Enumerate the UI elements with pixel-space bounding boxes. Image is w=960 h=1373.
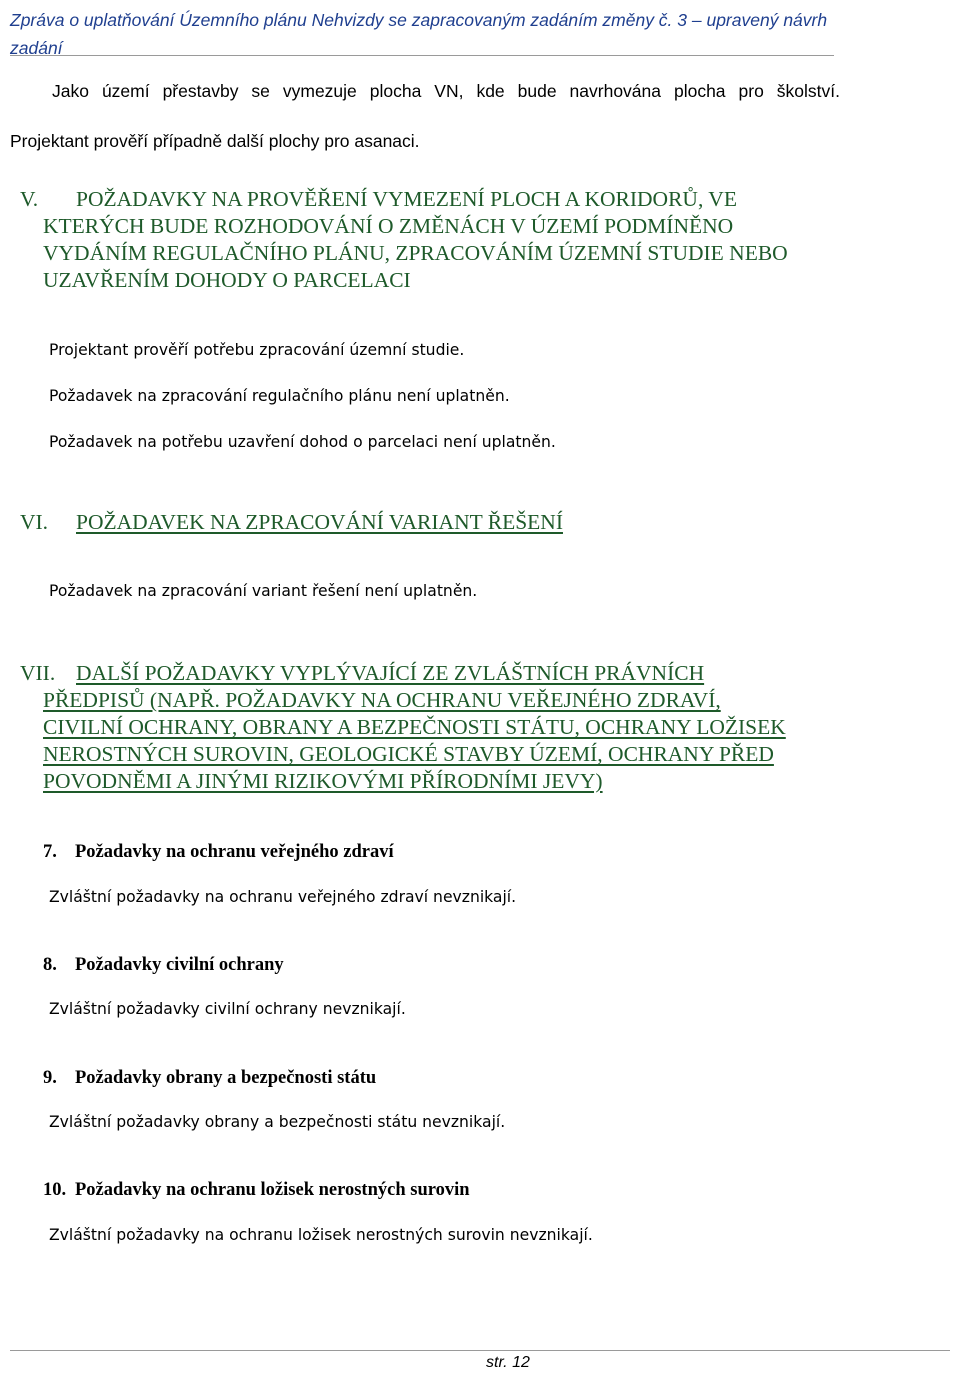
section-7-title-line-4: NEROSTNÝCH SUROVIN, GEOLOGICKÉ STAVBY ÚZEMÍ, OCHRANY PŘED — [43, 742, 774, 766]
item-8-title: Požadavky civilní ochrany — [75, 955, 284, 975]
page-number: str. 12 — [486, 1354, 530, 1371]
item-7-heading — [43, 841, 394, 863]
section-5-title-line-4: UZAVŘENÍM DOHODY O PARCELACI — [43, 268, 411, 292]
section-5-title-line-3: VYDÁNÍM REGULAČNÍHO PLÁNU, ZPRACOVÁNÍM ÚZEMNÍ STUDIE NEBO — [43, 241, 788, 265]
intro-paragraph — [10, 79, 840, 154]
item-9-heading — [43, 1067, 376, 1089]
item-7-title: Požadavky na ochranu veřejného zdraví — [75, 842, 394, 862]
section-7-title-line-2: PŘEDPISŮ (NAPŘ. POŽADAVKY NA OCHRANU VEŘEJNÉHO ZDRAVÍ, — [43, 688, 721, 712]
section-7-title-line-5: POVODNĚMI A JINÝMI RIZIKOVÝMI PŘÍRODNÍMI JEVY) — [43, 769, 603, 793]
section-5-paragraph-3: Požadavek na potřebu uzavření dohod o parcelaci není uplatněn. — [49, 433, 556, 451]
item-10-number: 10. — [43, 1180, 67, 1200]
section-5-title-line-1: POŽADAVKY NA PROVĚŘENÍ VYMEZENÍ PLOCH A KORIDORŮ, VE — [76, 187, 737, 211]
footer-divider — [10, 1350, 950, 1351]
section-5-paragraph-2: Požadavek na zpracování regulačního plánu není uplatněn. — [49, 387, 510, 405]
intro-line-2: Projektant prověří případně další plochy pro asanaci. — [10, 131, 420, 151]
item-10-title: Požadavky na ochranu ložisek nerostných surovin — [75, 1180, 470, 1200]
item-9-text: Zvláštní požadavky obrany a bezpečnosti státu nevznikají. — [49, 1113, 506, 1131]
item-10-text: Zvláštní požadavky na ochranu ložisek nerostných surovin nevznikají. — [49, 1226, 593, 1244]
section-6-number: VI. — [20, 510, 49, 534]
item-9-number: 9. — [43, 1068, 57, 1088]
item-8-heading — [43, 954, 284, 976]
section-6-paragraph: Požadavek na zpracování variant řešení není uplatněn. — [49, 582, 478, 600]
section-5-number: V. — [20, 187, 39, 211]
header-divider — [10, 55, 834, 56]
item-10-heading — [43, 1179, 470, 1201]
item-8-number: 8. — [43, 955, 57, 975]
item-7-number: 7. — [43, 842, 57, 862]
section-5-title-line-2: KTERÝCH BUDE ROZHODOVÁNÍ O ZMĚNÁCH V ÚZEMÍ PODMÍNĚNO — [43, 214, 734, 238]
section-7-title-line-3: CIVILNÍ OCHRANY, OBRANY A BEZPEČNOSTI STÁTU, OCHRANY LOŽISEK — [43, 715, 786, 739]
section-7-number: VII. — [20, 661, 56, 685]
item-8-text: Zvláštní požadavky civilní ochrany nevznikají. — [49, 1000, 406, 1018]
section-6-title: POŽADAVEK NA ZPRACOVÁNÍ VARIANT ŘEŠENÍ — [76, 510, 563, 534]
running-header: Zpráva o uplatňování Územního plánu Nehvizdy se zapracovaným zadáním změny č. 3 – upravený návrh zadání — [10, 10, 828, 58]
intro-line-1: Jako území přestavby se vymezuje plocha VN, kde bude navrhována plocha pro školství. — [52, 81, 840, 101]
section-5-paragraph-1: Projektant prověří potřebu zpracování územní studie. — [49, 341, 465, 359]
item-7-text: Zvláštní požadavky na ochranu veřejného zdraví nevznikají. — [49, 888, 517, 906]
section-7-title-line-1: DALŠÍ POŽADAVKY VYPLÝVAJÍCÍ ZE ZVLÁŠTNÍCH PRÁVNÍCH — [76, 661, 705, 685]
item-9-title: Požadavky obrany a bezpečnosti státu — [75, 1068, 377, 1088]
